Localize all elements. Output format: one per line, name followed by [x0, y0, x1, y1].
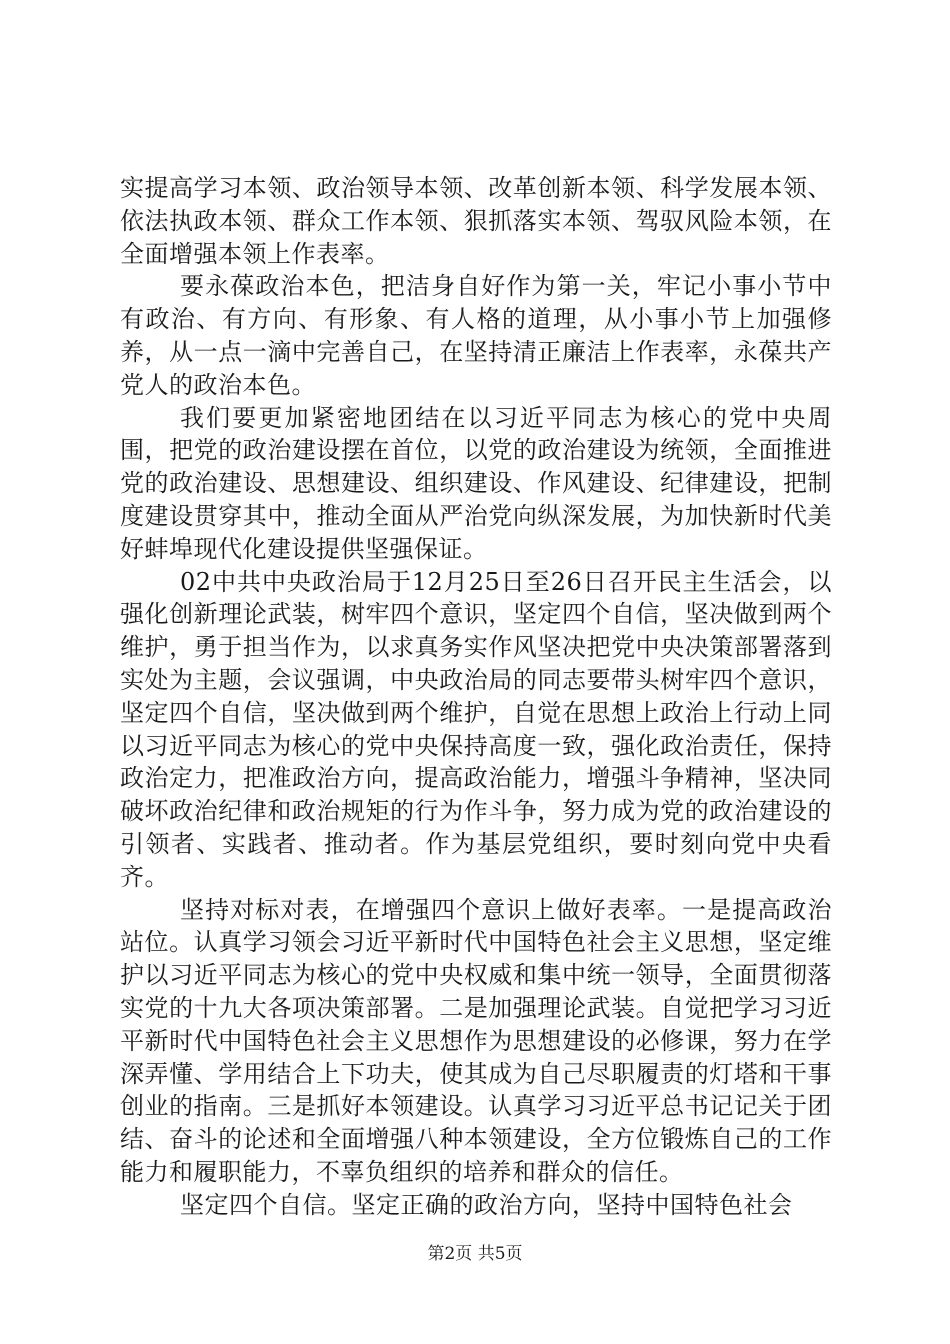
paragraph-continued: 实提高学习本领、政治领导本领、改革创新本领、科学发展本领、依法执政本领、群众工作本领、狠抓落实本领、驾驭风险本领，在全面增强本领上作表率。 [120, 174, 832, 268]
page-number-footer: 第2页 共5页 [427, 1244, 523, 1264]
paragraph-four-confidences: 坚定四个自信。坚定正确的政治方向，坚持中国特色社会 [180, 1190, 793, 1219]
paragraph-political-character: 要永葆政治本色，把洁身自好作为第一关，牢记小事小节中有政治、有方向、有形象、有人格的道理，从小事小节上加强修养，从一点一滴中完善自己，在坚持清正廉洁上作表率，永葆共产党人的政治本色。 [120, 272, 832, 399]
paragraph-four-consciousness: 坚持对标对表，在增强四个意识上做好表率。一是提高政治站位。认真学习领会习近平新时代中国特色社会主义思想，坚定维护以习近平同志为核心的党中央权威和集中统一领导，全面贯彻落实党的十九大各项决策部署。二是加强理论武装。自觉把学习习近平新时代中国特色社会主义思想作为思想建设的必修课，努力在学深弄懂、学用结合上下功夫，使其成为自己尽职履责的灯塔和干事创业的指南。三是抓好本领建设。认真学习习近平总书记记关于团结、奋斗的论述和全面增强八种本领建设，全方位锻炼自己的工作能力和履职能力，不辜负组织的培养和群众的信任。 [120, 895, 832, 1186]
paragraph-politburo-meeting: 02中共中央政治局于12月25日至26日召开民主生活会，以强化创新理论武装，树牢四个意识，坚定四个自信，坚决做到两个维护，勇于担当作为，以求真务实作风坚决把党中央决策部署落到实处为主题，会议强调，中央政治局的同志要带头树牢四个意识，坚定四个自信，坚决做到两个维护，自觉在思想上政治上行动上同以习近平同志为核心的党中央保持高度一致，强化政治责任，保持政治定力，把准政治方向，提高政治能力，增强斗争精神，坚决同破坏政治纪律和政治规矩的行为作斗争，努力成为党的政治建设的引领者、实践者、推动者。作为基层党组织，要时刻向党中央看齐。 [120, 567, 832, 891]
document-body [120, 172, 832, 1222]
paragraph-unity: 我们要更加紧密地团结在以习近平同志为核心的党中央周围，把党的政治建设摆在首位，以党的政治建设为统领，全面推进党的政治建设、思想建设、组织建设、作风建设、纪律建设，把制度建设贯穿其中，推动全面从严治党向纵深发展，为加快新时代美好蚌埠现代化建设提供坚强保证。 [120, 403, 832, 563]
